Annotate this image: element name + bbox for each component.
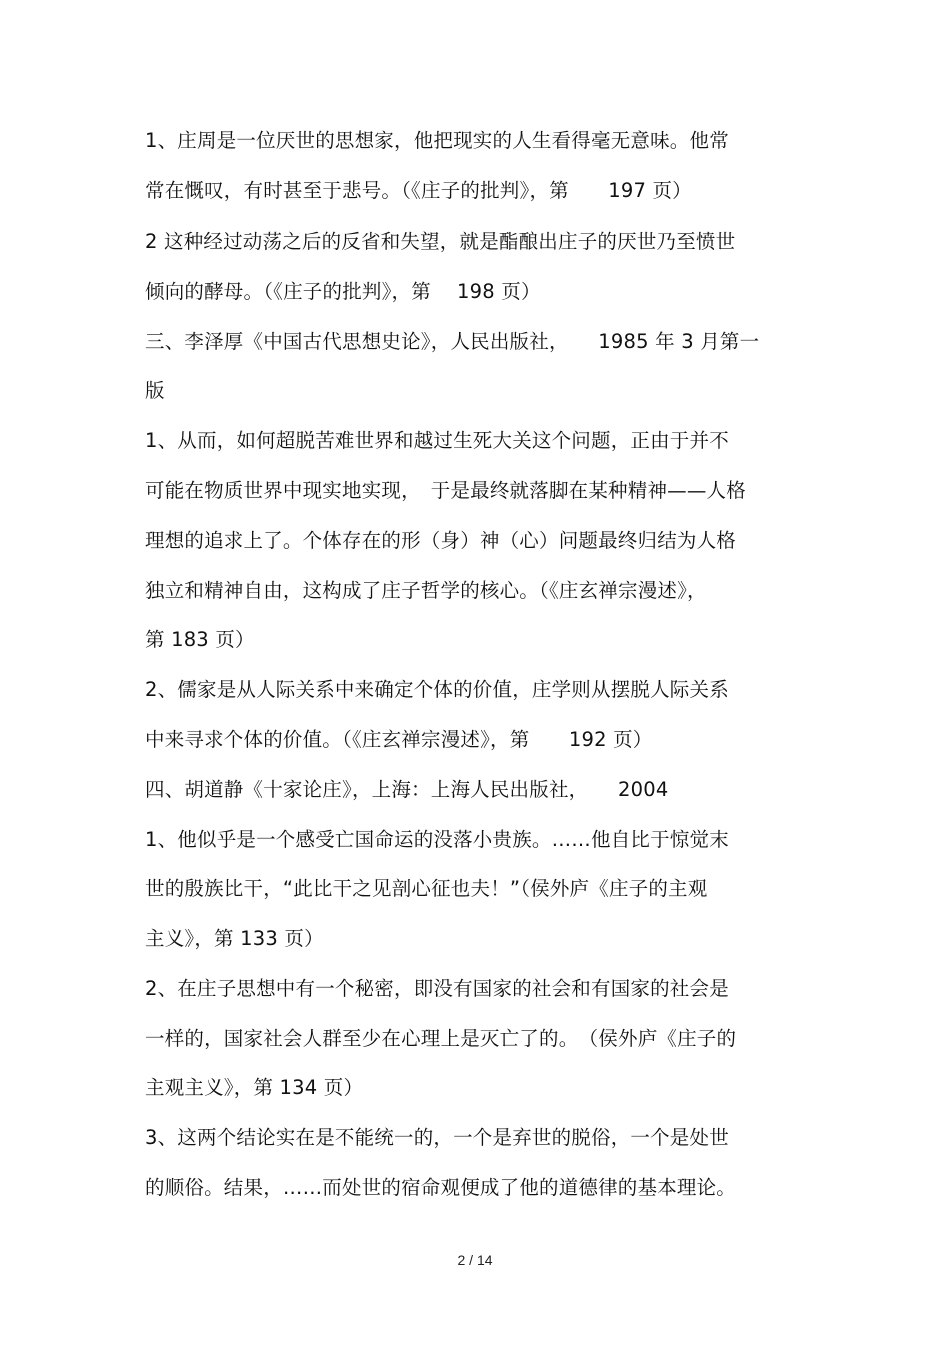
text-line: 3、这两个结论实在是不能统一的，一个是弃世的脱俗，一个是处世 [145,1126,729,1149]
text-line: 1、从而，如何超脱苦难世界和越过生死大关这个问题，正由于并不 [145,429,729,452]
section-heading: 四、胡道静《十家论庄》，上海：上海人民出版社， 2004 [145,778,669,801]
text-line: 理想的追求上了。个体存在的形（身）神（心）问题最终归结为人格 [145,529,737,552]
text-line: 中来寻求个体的价值。（《庄玄禅宗漫述》，第 192 页） [145,728,653,751]
text-line: 世的殷族比干，“此比干之见剖心征也夫！”（侯外庐《庄子的主观 [145,877,708,900]
section-heading: 三、李泽厚《中国古代思想史论》，人民出版社， 1985 年 3 月第一 [145,330,760,353]
text-line: 常在慨叹，有时甚至于悲号。（《庄子的批判》，第 197 页） [145,179,692,202]
text-line: 1、他似乎是一个感受亡国命运的没落小贵族。……他自比于惊觉末 [145,828,729,851]
text-line: 2、儒家是从人际关系中来确定个体的价值，庄学则从摆脱人际关系 [145,678,729,701]
text-line: 倾向的酵母。（《庄子的批判》，第 198 页） [145,280,541,303]
text-line: 2、在庄子思想中有一个秘密，即没有国家的社会和有国家的社会是 [145,977,729,1000]
text-line: 1、庄周是一位厌世的思想家，他把现实的人生看得毫无意味。他常 [145,129,729,152]
text-line: 一样的，国家社会人群至少在心理上是灭亡了的。 （侯外庐《庄子的 [145,1027,737,1050]
text-line: 可能在物质世界中现实地实现， 于是最终就落脚在某种精神——人格 [145,479,746,502]
text-line: 第 183 页） [145,628,255,651]
text-line: 主义》，第 133 页） [145,927,324,950]
text-line: 的顺俗。结果，……而处世的宿命观便成了他的道德律的基本理论。 [145,1176,737,1199]
page-number: 2 / 14 [457,1252,493,1268]
text-line: 主观主义》，第 134 页） [145,1076,364,1099]
text-line: 2 这种经过动荡之后的反省和失望，就是酯酿出庄子的厌世乃至愤世 [145,230,736,253]
text-line: 版 [145,379,165,402]
text-line: 独立和精神自由，这构成了庄子哲学的核心。（《庄玄禅宗漫述》， [145,579,707,602]
